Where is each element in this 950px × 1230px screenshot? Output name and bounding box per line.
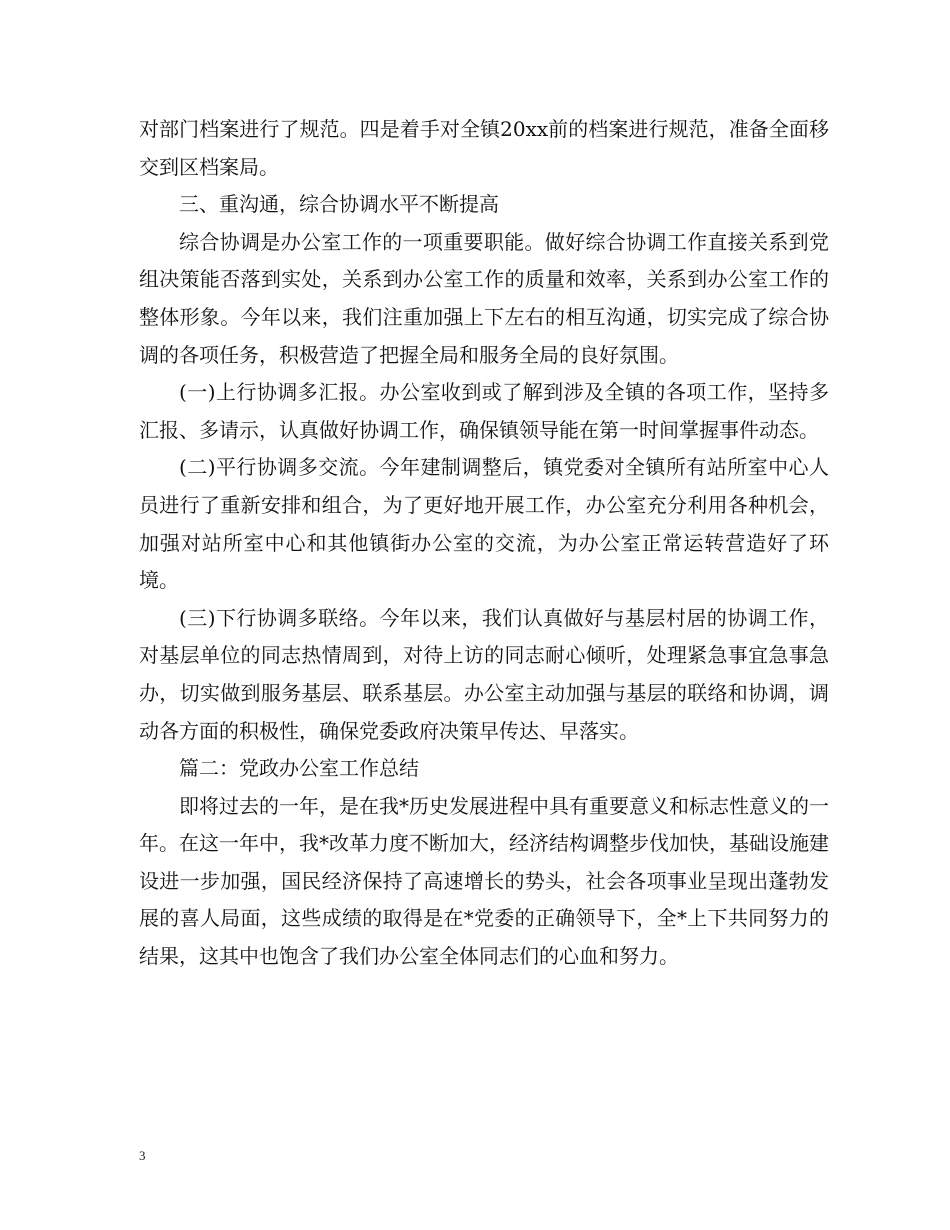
paragraph-archive-continuation: 对部门档案进行了规范。四是着手对全镇20xx前的档案进行规范，准备全面移交到区档案局。 bbox=[139, 117, 829, 179]
document-body bbox=[139, 111, 829, 976]
paragraph-parallel-coordination: (二)平行协调多交流。今年建制调整后，镇党委对全镇所有站所室中心人员进行了重新安排和组合，为了更好地开展工作，办公室充分利用各种机会，加强对站所室中心和其他镇街办公室的交流，为办公室正常运转营造好了环境。 bbox=[139, 455, 829, 593]
paragraph-upward-coordination: (一)上行协调多汇报。办公室收到或了解到涉及全镇的各项工作，坚持多汇报、多请示，认真做好协调工作，确保镇领导能在第一时间掌握事件动态。 bbox=[139, 380, 829, 442]
article-heading-part-two: 篇二：党政办公室工作总结 bbox=[179, 756, 419, 781]
paragraph-downward-coordination: (三)下行协调多联络。今年以来，我们认真做好与基层村居的协调工作，对基层单位的同志热情周到，对待上访的同志耐心倾听，处理紧急事宜急事急办，切实做到服务基层、联系基层。办公室主动加强与基层的联络和协调，调动各方面的积极性，确保党委政府决策早传达、早落实。 bbox=[139, 605, 829, 743]
section-heading-communication: 三、重沟通，综合协调水平不断提高 bbox=[179, 192, 499, 217]
page-number: 3 bbox=[139, 1148, 146, 1163]
paragraph-coordination-intro: 综合协调是办公室工作的一项重要职能。做好综合协调工作直接关系到党组决策能否落到实处，关系到办公室工作的质量和效率，关系到办公室工作的整体形象。今年以来，我们注重加强上下左右的相互沟通，切实完成了综合协调的各项任务，积极营造了把握全局和服务全局的良好氛围。 bbox=[139, 229, 829, 367]
paragraph-year-review: 即将过去的一年，是在我*历史发展进程中具有重要意义和标志性意义的一年。在这一年中，我*改革力度不断加大，经济结构调整步伐加快，基础设施建设进一步加强，国民经济保持了高速增长的势头，社会各项事业呈现出蓬勃发展的喜人局面，这些成绩的取得是在*党委的正确领导下，全*上下共同努力的结果，这其中也饱含了我们办公室全体同志们的心血和努力。 bbox=[139, 793, 829, 969]
